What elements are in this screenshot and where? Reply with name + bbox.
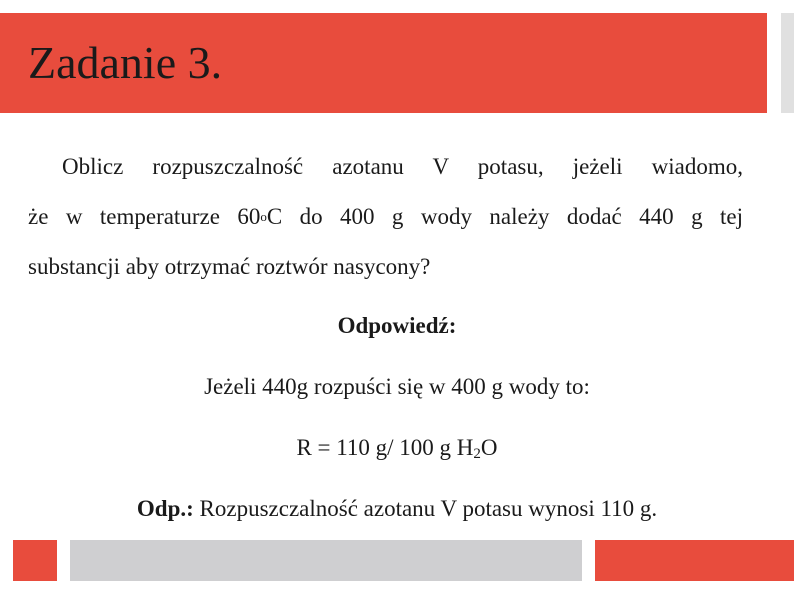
question-line-1 <box>28 155 743 178</box>
final-answer-text: Rozpuszczalność azotanu V potasu wynosi 110 g. <box>193 496 658 521</box>
question-line-2 <box>28 205 743 228</box>
formula-end: O <box>480 435 498 460</box>
degree-symbol: o <box>260 209 267 224</box>
footer-gray-bar <box>70 540 582 581</box>
slide-title: Zadanie 3. <box>28 37 223 88</box>
final-answer-label: Odp.: <box>136 496 194 521</box>
footer-left-square <box>13 540 57 581</box>
formula-start: R = 110 g/ 100 g H <box>296 435 474 460</box>
formula-subscript: 2 <box>473 446 481 462</box>
answer-calculation: Jeżeli 440g rozpuści się w 400 g wody to: <box>204 374 590 399</box>
question-line-2-start: że w temperaturze 60 <box>28 204 261 229</box>
question-line-2-end: C do 400 g wody należy dodać 440 g tej <box>266 204 743 229</box>
answer-formula <box>0 436 794 462</box>
final-answer <box>0 497 794 520</box>
question-line-3: substancji aby otrzymać roztwór nasycony? <box>28 254 431 279</box>
question-line-1-text: Oblicz rozpuszczalność azotanu V potasu, jeżeli wiadomo, <box>62 154 743 179</box>
title-side-strip <box>781 13 794 113</box>
answer-heading: Odpowiedź: <box>337 313 457 338</box>
footer-right-block <box>595 540 794 581</box>
